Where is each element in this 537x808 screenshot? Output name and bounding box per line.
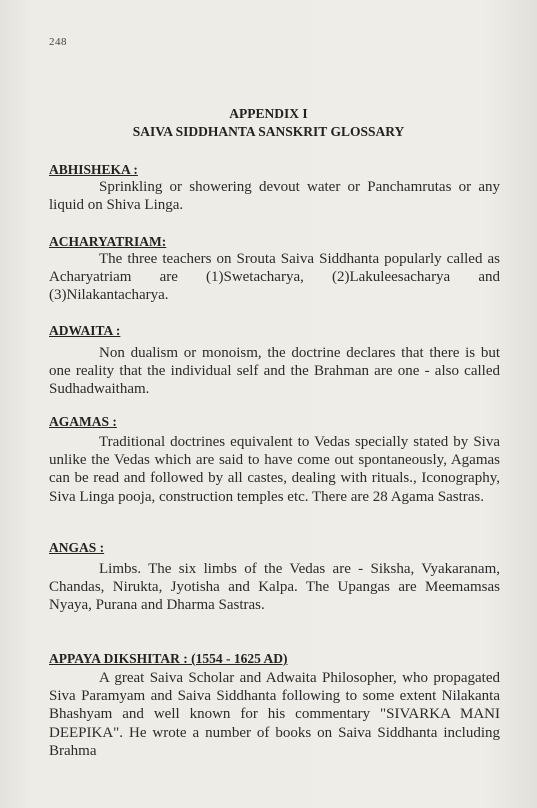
glossary-title: SAIVA SIDDHANTA SANSKRIT GLOSSARY bbox=[132, 124, 405, 139]
entry-term-adwaita: ADWAITA : bbox=[49, 323, 121, 338]
entry-term-appaya-dikshitar: APPAYA DIKSHITAR : (1554 - 1625 AD) bbox=[49, 651, 288, 666]
appendix-title: APPENDIX I bbox=[229, 106, 308, 121]
entry-definition-acharyatriam: The three teachers on Srouta Saiva Siddhanta popularly called as Acharyatriam are (1)Swetacharya, (2)Lakuleesacharya and (3)Nilakantacharya. bbox=[49, 251, 500, 304]
entry-definition-adwaita: Non dualism or monoism, the doctrine declares that there is but one reality that the individual self and the Brahman are one - also called Sudhadwaitham. bbox=[49, 345, 500, 398]
page-number: 248 bbox=[49, 36, 67, 48]
entry-term-acharyatriam: ACHARYATRIAM: bbox=[49, 234, 167, 249]
entry-definition-appaya-dikshitar: A great Saiva Scholar and Adwaita Philosopher, who propagated Siva Paramyam and Saiva Siddhanta following to some extent Nilakanta Bhashyam and well known for his commentary "SIVARKA MANI DEEPIKA". He wrote a number of books on Saiva Siddhanta including Brahma bbox=[49, 670, 500, 759]
entry-term-angas: ANGAS : bbox=[49, 540, 105, 555]
entry-definition-angas: Limbs. The six limbs of the Vedas are - Siksha, Vyakaranam, Chandas, Nirukta, Jyotisha and Kalpa. The Upangas are Meemamsas Nyaya, Purana and Dharma Sastras. bbox=[49, 561, 500, 614]
entry-term-agamas: AGAMAS : bbox=[49, 414, 117, 429]
entry-definition-agamas: Traditional doctrines equivalent to Vedas specially stated by Siva unlike the Vedas which are said to have come out spontaneously, Agamas can be read and followed by all castes, dealing with rituals., Iconography, Siva Linga pooja, construction temples etc. There are 28 Agama Sastras. bbox=[49, 434, 500, 505]
entry-definition-abhisheka: Sprinkling or showering devout water or Panchamrutas or any liquid on Shiva Linga. bbox=[49, 179, 500, 214]
entry-term-abhisheka: ABHISHEKA : bbox=[49, 162, 138, 177]
